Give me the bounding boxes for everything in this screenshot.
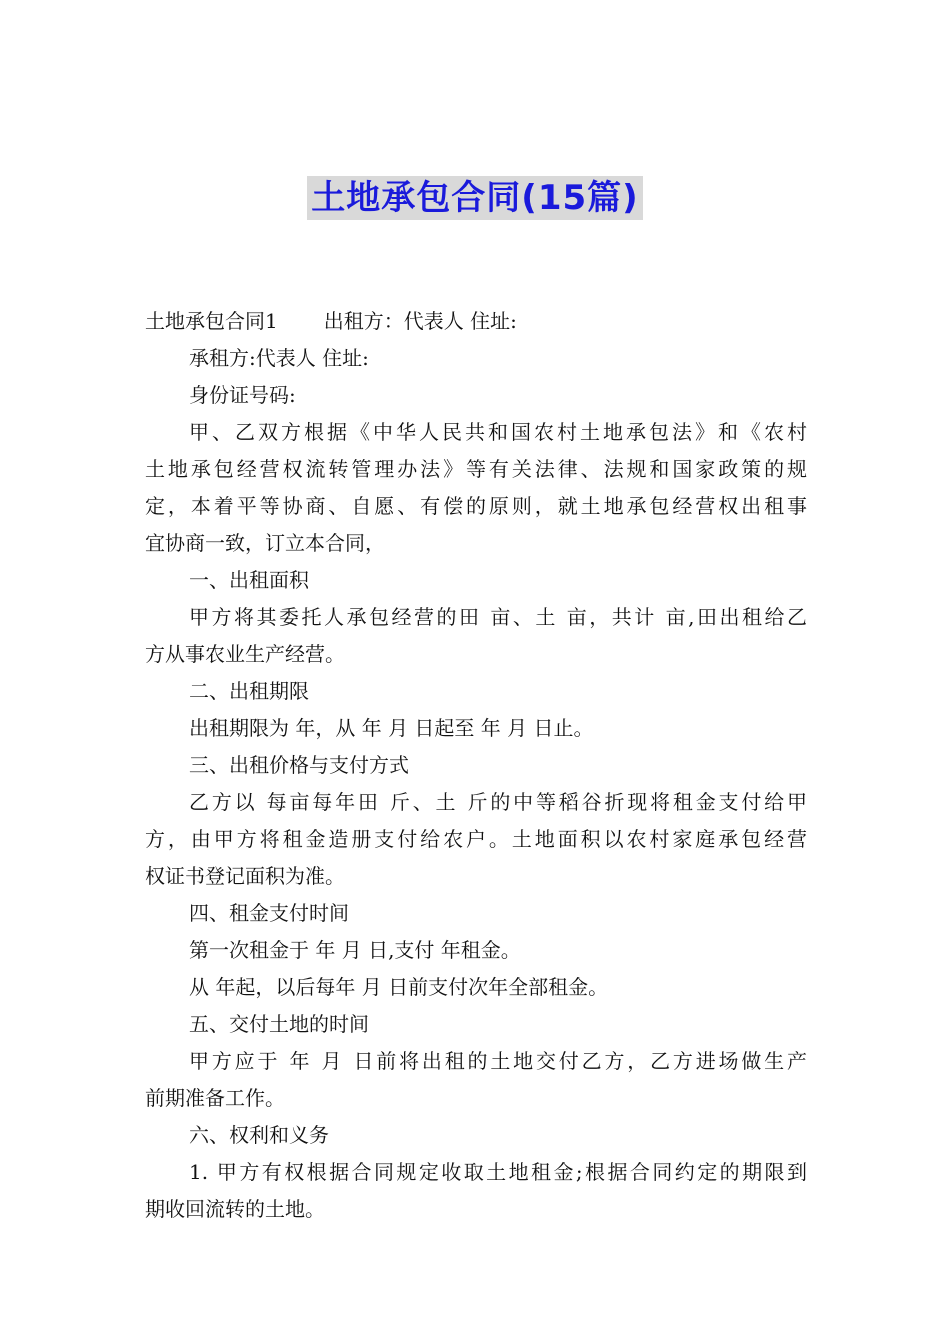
paragraph-line: 定，本着平等协商、自愿、有偿的原则，就土地承包经营权出租事 [145,494,807,518]
paragraph-line: 出租期限为 年，从 年 月 日起至 年 月 日止。 [189,716,594,740]
paragraph-line: 方从事农业生产经营。 [145,642,345,666]
paragraph-line: 权证书登记面积为准。 [145,864,345,888]
paragraph-line: 从 年起，以后每年 月 日前支付次年全部租金。 [189,975,609,999]
lessee-field-label: 承租方:代表人 住址: [189,346,369,370]
paragraph-line: 前期准备工作。 [145,1086,285,1110]
paragraph-line: 宜协商一致，订立本合同， [145,531,385,555]
document-title: 土地承包合同(15篇) [307,176,642,220]
title-container [0,176,950,220]
section-heading: 一、出租面积 [189,568,309,592]
paragraph-line: 期收回流转的土地。 [145,1197,325,1221]
section-heading: 二、出租期限 [189,679,309,703]
paragraph-line: 土地承包经营权流转管理办法》等有关法律、法规和国家政策的规 [145,457,807,481]
header-line [145,303,807,340]
paragraph-line: 第一次租金于 年 月 日,支付 年租金。 [189,938,521,962]
paragraph-line: 乙方以 每亩每年田 斤、土 斤的中等稻谷折现将租金支付给甲 [189,790,807,814]
paragraph-line: 甲方将其委托人承包经营的田 亩、土 亩，共计 亩,田出租给乙 [189,605,807,629]
section-heading: 五、交付土地的时间 [189,1012,369,1036]
section-heading: 四、租金支付时间 [189,901,349,925]
paragraph-line: 方，由甲方将租金造册支付给农户。土地面积以农村家庭承包经营 [145,827,807,851]
section-heading: 六、权利和义务 [189,1123,329,1147]
contract-heading: 土地承包合同1 [145,309,278,333]
paragraph-line: 甲方应于 年 月 日前将出租的土地交付乙方，乙方进场做生产 [189,1049,807,1073]
lessor-field-label: 出租方：代表人 住址: [323,309,517,333]
id-number-field-label: 身份证号码: [189,383,296,407]
document-body [145,303,807,1228]
paragraph-line: 甲、乙双方根据《中华人民共和国农村土地承包法》和《农村 [189,420,807,444]
section-heading: 三、出租价格与支付方式 [189,753,409,777]
paragraph-line: 1. 甲方有权根据合同规定收取土地租金;根据合同约定的期限到 [189,1160,807,1184]
